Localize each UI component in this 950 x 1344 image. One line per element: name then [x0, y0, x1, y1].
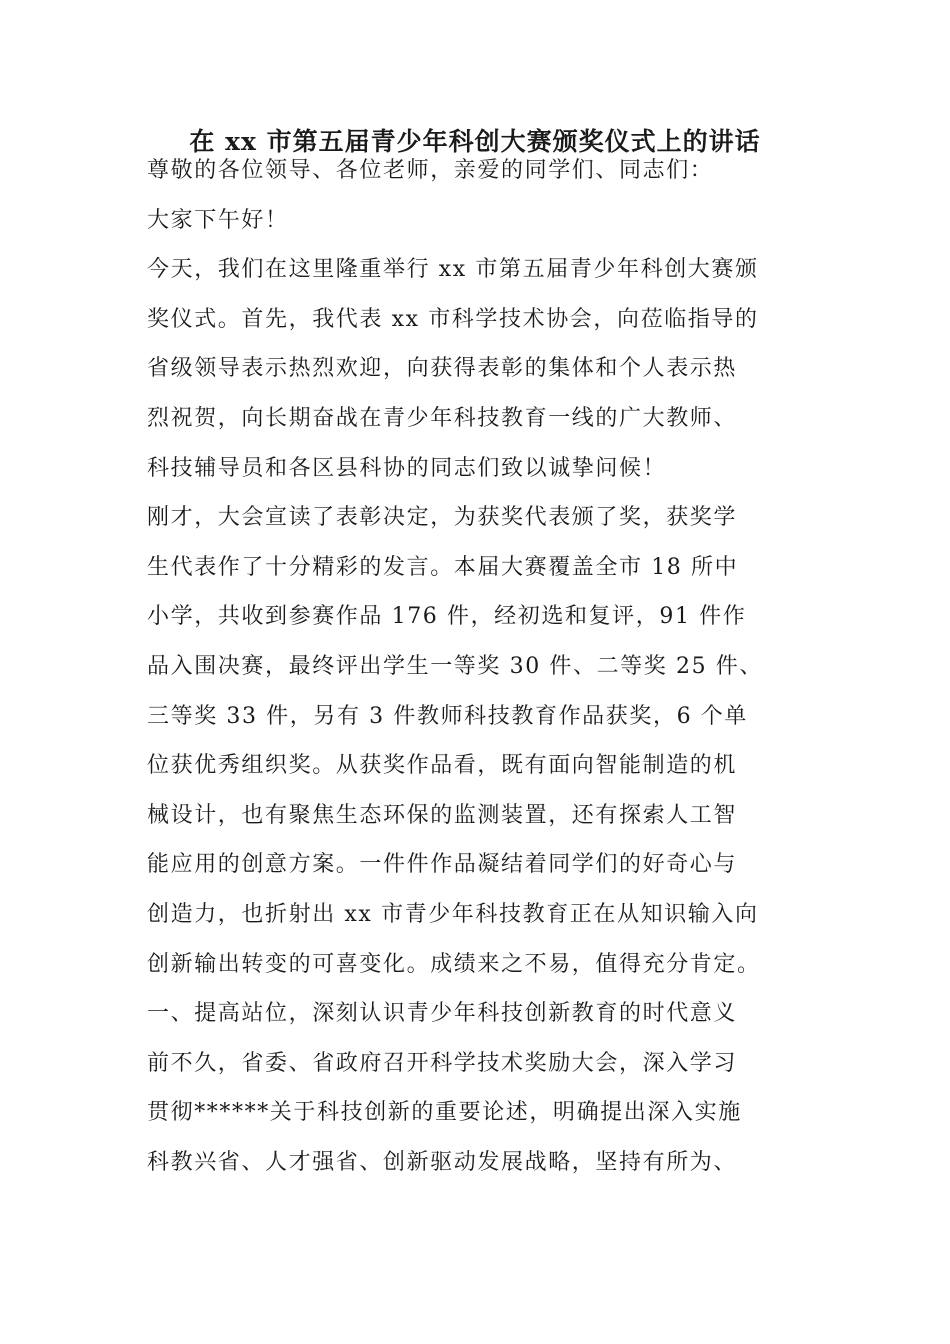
paragraph-line: 今天，我们在这里隆重举行 xx 市第五届青少年科创大赛颁 [147, 257, 759, 283]
paragraph-line: 科教兴省、人才强省、创新驱动发展战略，坚持有所为、 [147, 1149, 738, 1175]
greeting-line: 尊敬的各位领导、各位老师，亲爱的同学们、同志们： [147, 158, 714, 183]
paragraph-line: 创造力，也折射出 xx 市青少年科技教育正在从知识输入向 [147, 901, 759, 927]
paragraph-line: 创新输出转变的可喜变化。成绩来之不易，值得充分肯定。 [147, 951, 761, 977]
paragraph-line: 能应用的创意方案。一件件作品凝结着同学们的好奇心与 [147, 852, 738, 878]
paragraph-line: 械设计，也有聚焦生态环保的监测装置，还有探索人工智 [147, 802, 738, 828]
salutation-line: 大家下午好！ [147, 207, 289, 233]
paragraph-line: 位获优秀组织奖。从获奖作品看，既有面向智能制造的机 [147, 753, 738, 779]
paragraph-line: 小学，共收到参赛作品 176 件，经初选和复评，91 件作 [147, 604, 747, 630]
paragraph-line: 贯彻******关于科技创新的重要论述，明确提出深入实施 [147, 1100, 742, 1126]
paragraph-line: 生代表作了十分精彩的发言。本届大赛覆盖全市 18 所中 [147, 554, 739, 580]
paragraph-line: 奖仪式。首先，我代表 xx 市科学技术协会，向莅临指导的 [147, 306, 759, 332]
paragraph-line: 烈祝贺，向长期奋战在青少年科技教育一线的广大教师、 [147, 405, 738, 431]
paragraph-line: 科技辅导员和各区县科协的同志们致以诚挚问候！ [147, 455, 667, 481]
document-title: 在 xx 市第五届青少年科创大赛颁奖仪式上的讲话 [189, 127, 761, 156]
document-body [147, 146, 847, 1187]
paragraph-line: 品入围决赛，最终评出学生一等奖 30 件、二等奖 25 件、 [147, 653, 763, 679]
paragraph-line: 刚才，大会宣读了表彰决定，为获奖代表颁了奖，获奖学 [147, 505, 738, 531]
paragraph-line: 省级领导表示热烈欢迎，向获得表彰的集体和个人表示热 [147, 356, 738, 382]
paragraph-line: 三等奖 33 件，另有 3 件教师科技教育作品获奖，6 个单 [147, 703, 748, 729]
section-heading: 一、提高站位，深刻认识青少年科技创新教育的时代意义 [147, 1001, 738, 1027]
paragraph-line: 前不久，省委、省政府召开科学技术奖励大会，深入学习 [147, 1050, 738, 1076]
